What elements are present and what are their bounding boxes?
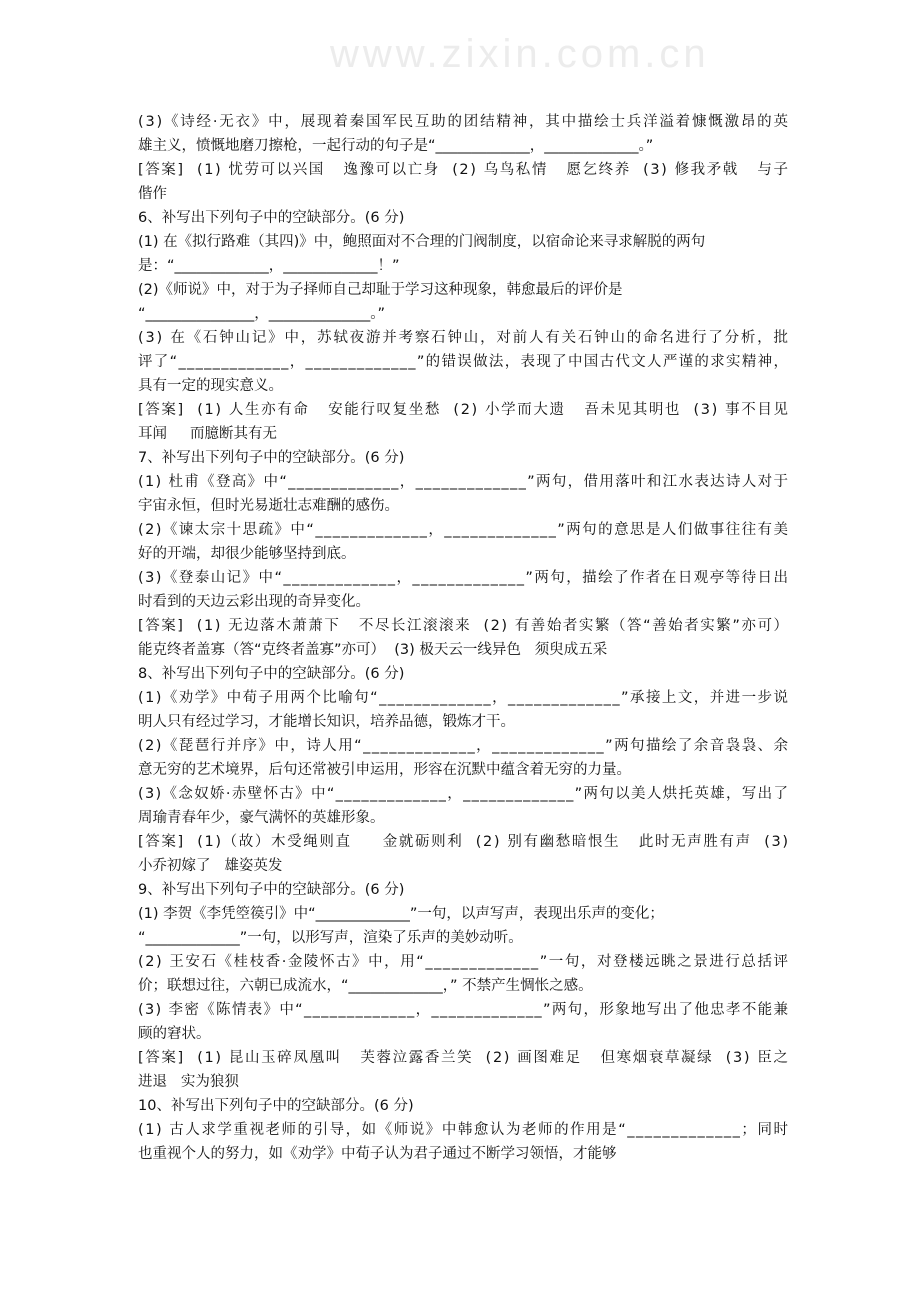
text-line <box>138 758 788 782</box>
line-text: 雄主义，愤慨地磨刀擦枪，一起行动的句子是“_____________，_____________。” <box>138 138 654 154</box>
text-line <box>138 710 788 734</box>
text-line <box>138 998 788 1022</box>
line-text: 能克终者盖寡（答“克终者盖寡”亦可） (3) 极天云一线异色 须臾成五采 <box>138 642 608 658</box>
line-text: (3) 李密《陈情表》中“_____________，_____________”两句，形象地写出了他忠孝不能兼 <box>138 1002 790 1018</box>
text-line <box>138 350 788 374</box>
line-text: 是：“_____________，_____________！” <box>138 258 400 274</box>
text-line <box>138 470 788 494</box>
line-text: 明人只有经过学习，才能增长知识，培养品德，锻炼才干。 <box>138 714 515 730</box>
line-text: (1) 古人求学重视老师的引导，如《师说》中韩愈认为老师的作用是“_____________；同时 <box>138 1122 790 1138</box>
text-line <box>138 230 788 254</box>
text-line <box>138 1118 788 1142</box>
line-text: 周瑜青春年少，豪气满怀的英雄形象。 <box>138 810 385 826</box>
line-text: (2)《琵琶行并序》中，诗人用“_____________，_____________”两句描绘了余音袅袅、余 <box>138 738 790 754</box>
line-text: 评了“_____________，_____________”的错误做法，表现了中国古代文人严谨的求实精神， <box>138 354 790 370</box>
line-text: (1) 杜甫《登高》中“_____________，_____________”两句，借用落叶和江水表达诗人对于 <box>138 474 790 490</box>
text-line <box>138 278 788 302</box>
line-text: 7、补写出下列句子中的空缺部分。(6 分) <box>138 450 405 466</box>
text-line <box>138 182 788 206</box>
line-text: (1) 李贺《李凭箜篌引》中“_____________”一句，以声写声，表现出乐声的变化； <box>138 906 664 922</box>
text-line <box>138 1142 788 1166</box>
line-text: (3)《诗经·无衣》中，展现着秦国军民互助的团结精神，其中描绘士兵洋溢着慷慨激昂的英 <box>138 114 790 130</box>
line-text: [答案] (1) 忧劳可以兴国 逸豫可以亡身 (2) 乌鸟私情 愿乞终养 (3) 修我矛戟 与子 <box>138 162 790 178</box>
question-heading <box>138 662 788 686</box>
text-line <box>138 950 788 974</box>
document-page <box>138 110 788 1166</box>
text-line <box>138 302 788 326</box>
text-line <box>138 326 788 350</box>
line-text: (2)《谏太宗十思疏》中“_____________，_____________”两句的意思是人们做事往往有美 <box>138 522 790 538</box>
text-line <box>138 422 788 446</box>
text-line <box>138 734 788 758</box>
text-line <box>138 566 788 590</box>
line-text: 好的开端，却很少能够坚持到底。 <box>138 546 356 562</box>
line-text: (3)《登泰山记》中“_____________，_____________”两句，描绘了作者在日观亭等待日出 <box>138 570 790 586</box>
line-text: (2) 王安石《桂枝香·金陵怀古》中，用“_____________”一句，对登楼远眺之景进行总括评 <box>138 954 790 970</box>
text-line <box>138 926 788 950</box>
text-line <box>138 110 788 134</box>
text-line <box>138 494 788 518</box>
line-text: “_______________，______________。” <box>138 306 386 322</box>
text-line <box>138 542 788 566</box>
line-text: 顾的窘状。 <box>138 1026 211 1042</box>
line-text: (1)《劝学》中荀子用两个比喻句“_____________，_____________”承接上文，并进一步说 <box>138 690 790 706</box>
line-text: 具有一定的现实意义。 <box>138 378 283 394</box>
line-text: (1) 在《拟行路难（其四)》中，鲍照面对不合理的门阀制度，以宿命论来寻求解脱的两句 <box>138 234 706 250</box>
line-text: “_____________”一句，以形写声，渲染了乐声的美妙动听。 <box>138 930 523 946</box>
line-text: (2)《师说》中，对于为子择师自己却耻于学习这种现象，韩愈最后的评价是 <box>138 282 623 298</box>
question-heading <box>138 878 788 902</box>
line-text: [答案] (1) 人生亦有命 安能行叹复坐愁 (2) 小学而大遗 吾未见其明也 (3) 事不目见 <box>138 402 790 418</box>
answer-line <box>138 614 788 638</box>
question-heading <box>138 206 788 230</box>
line-text: 小乔初嫁了 雄姿英发 <box>138 858 283 874</box>
text-line <box>138 686 788 710</box>
text-line <box>138 518 788 542</box>
question-heading <box>138 446 788 470</box>
text-line <box>138 1022 788 1046</box>
text-line <box>138 902 788 926</box>
line-text: 意无穷的艺术境界，后句还常被引申运用，形容在沉默中蕴含着无穷的力量。 <box>138 762 631 778</box>
line-text: (3) 在《石钟山记》中，苏轼夜游并考察石钟山，对前人有关石钟山的命名进行了分析，批 <box>138 330 790 346</box>
answer-line <box>138 830 788 854</box>
text-line <box>138 854 788 878</box>
text-line <box>138 638 788 662</box>
line-text: [答案] (1) 无边落木萧萧下 不尽长江滚滚来 (2) 有善始者实繁（答“善始者实繁”亦可） <box>138 618 790 634</box>
line-text: 9、补写出下列句子中的空缺部分。(6 分) <box>138 882 405 898</box>
text-line <box>138 806 788 830</box>
answer-line <box>138 158 788 182</box>
line-text: 偕作 <box>138 186 167 202</box>
answer-line <box>138 1046 788 1070</box>
line-text: 8、补写出下列句子中的空缺部分。(6 分) <box>138 666 405 682</box>
line-text: 也重视个人的努力，如《劝学》中荀子认为君子通过不断学习领悟，才能够 <box>138 1146 617 1162</box>
line-text: [答案] (1) 昆山玉碎凤凰叫 芙蓉泣露香兰笑 (2) 画图难足 但寒烟衰草凝绿 (3) 臣之 <box>138 1050 790 1066</box>
line-text: 耳闻 而臆断其有无 <box>138 426 278 442</box>
text-line <box>138 590 788 614</box>
text-line <box>138 254 788 278</box>
text-line <box>138 1070 788 1094</box>
line-text: 价；联想过往，六朝已成流水，“_____________，” 不禁产生惆怅之感。 <box>138 978 593 994</box>
question-heading <box>138 1094 788 1118</box>
text-line <box>138 782 788 806</box>
watermark: www.zixin.com.cn <box>330 32 710 76</box>
line-text: 时看到的天边云彩出现的奇异变化。 <box>138 594 370 610</box>
text-line <box>138 374 788 398</box>
line-text: 进退 实为狼狈 <box>138 1074 239 1090</box>
line-text: 宇宙永恒，但时光易逝壮志难酬的感伤。 <box>138 498 399 514</box>
text-line <box>138 134 788 158</box>
line-text: [答案] (1)（故）木受绳则直 金就砺则利 (2) 别有幽愁暗恨生 此时无声胜有声 (3) <box>138 834 790 850</box>
answer-line <box>138 398 788 422</box>
line-text: 6、补写出下列句子中的空缺部分。(6 分) <box>138 210 405 226</box>
line-text: (3)《念奴娇·赤壁怀古》中“_____________，_____________”两句以美人烘托英雄，写出了 <box>138 786 790 802</box>
line-text: 10、补写出下列句子中的空缺部分。(6 分) <box>138 1098 414 1114</box>
text-line <box>138 974 788 998</box>
